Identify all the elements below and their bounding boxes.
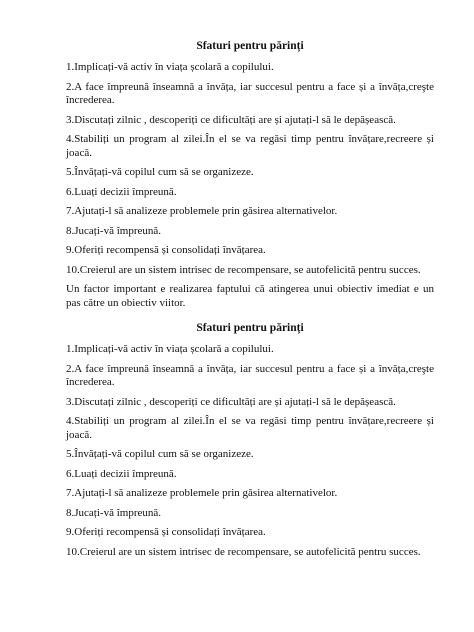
- section-title: Sfaturi pentru părinți: [196, 322, 304, 334]
- advice-item: 10.Creierul are un sistem intrisec de recompensare, se autofelicită pentru succes.: [66, 263, 421, 276]
- advice-item: 4.Stabiliți un program al zilei.În el se va regăsi timp pentru învățare,recreere și joacă.: [66, 415, 434, 441]
- section-title: Sfaturi pentru părinți: [196, 40, 304, 52]
- advice-item: 5.Învățați-vă copilul cum să se organizeze.: [66, 448, 254, 460]
- advice-item: 6.Luați decizii împreună.: [66, 185, 177, 198]
- advice-item: 5.Învățați-vă copilul cum să se organizeze.: [66, 166, 254, 178]
- advice-item: 7.Ajutați-l să analizeze problemele prin găsirea alternativelor.: [66, 205, 338, 217]
- advice-item: 2.A face împreună înseamnă a învăța, iar succesul pentru a face și a învăța,creşte încrederea.: [66, 80, 434, 106]
- advice-item: 3.Discutați zilnic , descoperiți ce dificultăți are și ajutați-l să le depășească.: [66, 113, 396, 126]
- advice-item: 7.Ajutați-l să analizeze problemele prin găsirea alternativelor.: [66, 487, 338, 499]
- advice-section-1: [66, 39, 434, 310]
- advice-section-2: [66, 321, 434, 565]
- advice-item: 8.Jucați-vă împreună.: [66, 506, 161, 519]
- advice-item: 2.A face împreună înseamnă a învăța, iar succesul pentru a face și a învăța,creşte încrederea.: [66, 362, 434, 388]
- advice-item: 1.Implicați-vă activ în viața școlară a copilului.: [66, 343, 274, 355]
- advice-item: 9.Oferiți recompensă și consolidați învățarea.: [66, 244, 266, 256]
- advice-item: 1.Implicați-vă activ în viața școlară a copilului.: [66, 61, 274, 73]
- advice-item: 3.Discutați zilnic , descoperiți ce dificultăți are și ajutați-l să le depășească.: [66, 395, 396, 408]
- advice-item: 9.Oferiți recompensă și consolidați învățarea.: [66, 526, 266, 538]
- advice-item: 6.Luați decizii împreună.: [66, 467, 177, 480]
- advice-item: 10.Creierul are un sistem intrisec de recompensare, se autofelicită pentru succes.: [66, 545, 421, 558]
- advice-item: 8.Jucați-vă împreună.: [66, 224, 161, 237]
- advice-item: 4.Stabiliți un program al zilei.În el se va regăsi timp pentru învățare,recreere și joacă.: [66, 133, 434, 159]
- closing-paragraph: Un factor important e realizarea faptului că atingerea unui obiectiv imediat e un pas către un obiectiv viitor.: [66, 283, 434, 309]
